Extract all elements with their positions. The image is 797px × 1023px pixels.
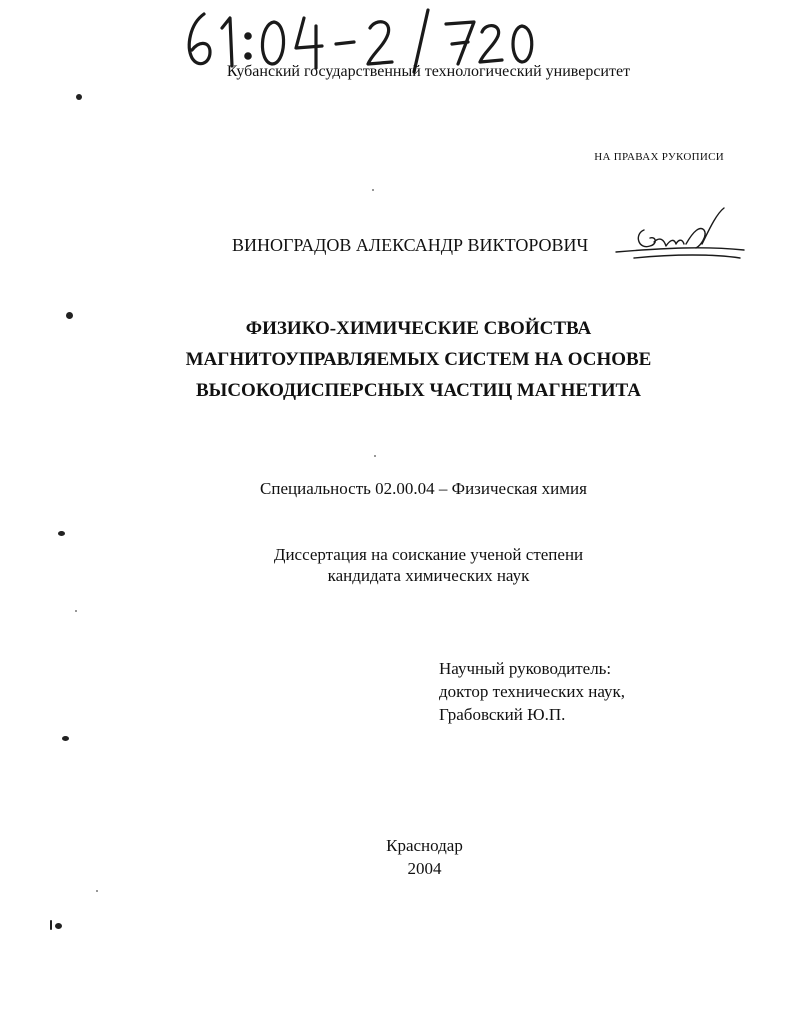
scientific-supervisor [439,657,625,726]
supervisor-line: Научный руководитель: [439,659,612,678]
scan-speck [76,94,82,100]
scan-speck [66,312,73,319]
city-and-year [0,834,797,880]
scan-dot [75,610,77,612]
dissertation-degree [0,544,797,586]
scan-speck [55,923,62,929]
university-name: Кубанский государственный технологический университет [226,63,631,80]
author-name: ВИНОГРАДОВ АЛЕКСАНДР ВИКТОРОВИЧ [232,235,589,255]
title-line: ВЫСОКОДИСПЕРСНЫХ ЧАСТИЦ МАГНЕТИТА [196,380,641,401]
author-signature [604,200,754,270]
year: 2004 [407,859,442,878]
degree-line: Диссертация на соискание ученой степени [273,545,584,564]
scan-dot [96,890,98,892]
scan-speck [62,736,69,741]
city: Краснодар [386,836,463,855]
supervisor-line: доктор технических наук, [439,682,626,701]
scan-speck [58,531,65,536]
manuscript-rights-note: НА ПРАВАХ РУКОПИСИ [594,151,724,163]
title-line: МАГНИТОУПРАВЛЯЕМЫХ СИСТЕМ НА ОСНОВЕ [185,349,652,370]
scan-dot [372,189,374,191]
dissertation-title [0,313,797,406]
degree-line: кандидата химических наук [327,566,530,585]
scan-speck [50,920,52,930]
title-line: ФИЗИКО-ХИМИЧЕСКИЕ СВОЙСТВА [245,318,592,339]
scan-dot [374,455,376,457]
supervisor-line: Грабовский Ю.П. [439,705,566,724]
specialty: Специальность 02.00.04 – Физическая химия [260,479,587,498]
